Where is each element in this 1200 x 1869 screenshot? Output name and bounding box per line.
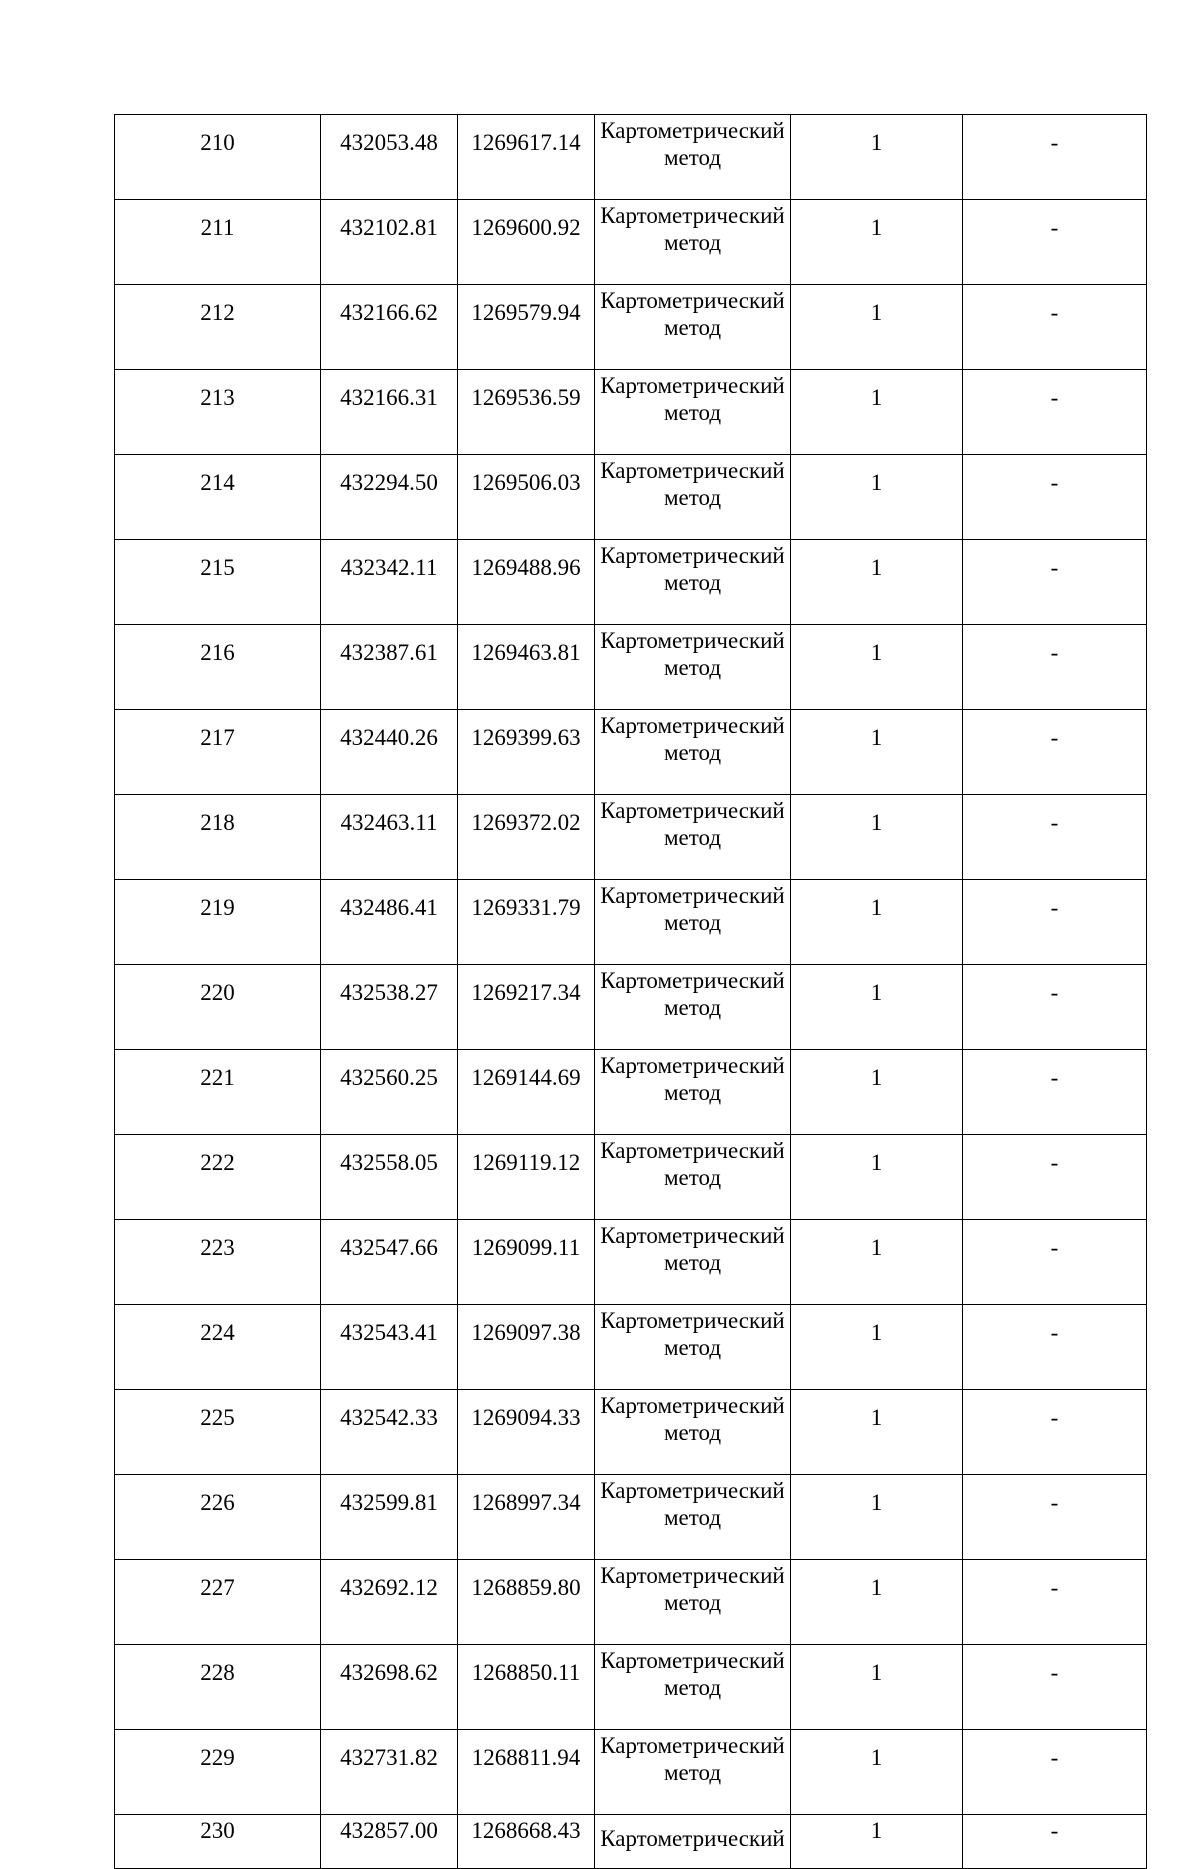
accuracy-cell: 1 (791, 285, 963, 370)
method-line-2: метод (663, 1505, 722, 1530)
method-cell (595, 965, 791, 1050)
method-cell (595, 1050, 791, 1135)
table-row (115, 200, 1147, 285)
method-line-2: метод (663, 400, 722, 425)
point-number-cell: 210 (115, 115, 321, 200)
method-line-2: метод (663, 740, 722, 765)
method-line-2: метод (663, 1335, 722, 1360)
accuracy-cell: 1 (791, 1475, 963, 1560)
point-number-cell: 220 (115, 965, 321, 1050)
x-coordinate-cell: 432440.26 (321, 710, 458, 795)
method-cell (595, 540, 791, 625)
method-cell (595, 1390, 791, 1475)
x-coordinate-cell: 432692.12 (321, 1560, 458, 1645)
table-row (115, 370, 1147, 455)
accuracy-cell: 1 (791, 200, 963, 285)
method-cell (595, 115, 791, 200)
x-coordinate-cell: 432102.81 (321, 200, 458, 285)
x-coordinate-cell: 432486.41 (321, 880, 458, 965)
note-cell: - (963, 540, 1147, 625)
note-cell: - (963, 1220, 1147, 1305)
method-cell (595, 1135, 791, 1220)
method-cell (595, 200, 791, 285)
point-number-cell: 228 (115, 1645, 321, 1730)
y-coordinate-cell: 1268859.80 (458, 1560, 595, 1645)
table-row (115, 965, 1147, 1050)
y-coordinate-cell: 1269506.03 (458, 455, 595, 540)
table-body (115, 115, 1147, 1869)
accuracy-cell: 1 (791, 880, 963, 965)
y-coordinate-cell: 1268811.94 (458, 1730, 595, 1815)
point-number-cell: 218 (115, 795, 321, 880)
method-line-2: метод (663, 1760, 722, 1785)
x-coordinate-cell: 432294.50 (321, 455, 458, 540)
method-line-1: Картометрический (600, 1308, 785, 1333)
accuracy-cell: 1 (791, 455, 963, 540)
point-number-cell: 227 (115, 1560, 321, 1645)
accuracy-cell: 1 (791, 710, 963, 795)
method-line-1: Картометрический (600, 798, 785, 823)
x-coordinate-cell: 432599.81 (321, 1475, 458, 1560)
note-cell: - (963, 200, 1147, 285)
table-row (115, 285, 1147, 370)
method-line-1: Картометрический (600, 373, 785, 398)
table-row (115, 115, 1147, 200)
point-number-cell: 219 (115, 880, 321, 965)
x-coordinate-cell: 432463.11 (321, 795, 458, 880)
method-cell (595, 880, 791, 965)
point-number-cell: 230 (115, 1815, 321, 1869)
x-coordinate-cell: 432731.82 (321, 1730, 458, 1815)
method-cell (595, 1815, 791, 1869)
y-coordinate-cell: 1268850.11 (458, 1645, 595, 1730)
table-row (115, 710, 1147, 795)
method-line-2: метод (663, 655, 722, 680)
table-row (115, 540, 1147, 625)
y-coordinate-cell: 1268668.43 (458, 1815, 595, 1869)
method-line-1: Картометрический (600, 883, 785, 908)
method-cell (595, 625, 791, 710)
table-row-partial (115, 1815, 1147, 1869)
table-row (115, 1050, 1147, 1135)
table-row (115, 625, 1147, 710)
method-line-2: метод (663, 230, 722, 255)
method-line-1: Картометрический (600, 1563, 785, 1588)
coordinates-table (114, 114, 1147, 1869)
table-row (115, 1220, 1147, 1305)
method-line-1: Картометрический (600, 118, 785, 143)
method-line-2: метод (663, 315, 722, 340)
point-number-cell: 225 (115, 1390, 321, 1475)
point-number-cell: 212 (115, 285, 321, 370)
accuracy-cell: 1 (791, 1390, 963, 1475)
y-coordinate-cell: 1269488.96 (458, 540, 595, 625)
accuracy-cell: 1 (791, 1305, 963, 1390)
method-line-1: Картометрический (600, 1733, 785, 1758)
note-cell: - (963, 455, 1147, 540)
x-coordinate-cell: 432542.33 (321, 1390, 458, 1475)
point-number-cell: 214 (115, 455, 321, 540)
x-coordinate-cell: 432387.61 (321, 625, 458, 710)
note-cell: - (963, 1815, 1147, 1869)
note-cell: - (963, 1730, 1147, 1815)
method-line-1: Картометрический (600, 543, 785, 568)
point-number-cell: 221 (115, 1050, 321, 1135)
point-number-cell: 223 (115, 1220, 321, 1305)
table-row (115, 455, 1147, 540)
y-coordinate-cell: 1269399.63 (458, 710, 595, 795)
table-row (115, 1560, 1147, 1645)
note-cell: - (963, 795, 1147, 880)
accuracy-cell: 1 (791, 1645, 963, 1730)
note-cell: - (963, 1560, 1147, 1645)
note-cell: - (963, 965, 1147, 1050)
method-cell (595, 285, 791, 370)
method-cell (595, 710, 791, 795)
x-coordinate-cell: 432543.41 (321, 1305, 458, 1390)
x-coordinate-cell: 432166.62 (321, 285, 458, 370)
x-coordinate-cell: 432342.11 (321, 540, 458, 625)
note-cell: - (963, 1475, 1147, 1560)
method-line-1: Картометрический (600, 1648, 785, 1673)
point-number-cell: 213 (115, 370, 321, 455)
method-line-2: метод (663, 1080, 722, 1105)
accuracy-cell: 1 (791, 115, 963, 200)
accuracy-cell: 1 (791, 795, 963, 880)
y-coordinate-cell: 1269536.59 (458, 370, 595, 455)
accuracy-cell: 1 (791, 1815, 963, 1869)
method-line-2: метод (663, 485, 722, 510)
x-coordinate-cell: 432547.66 (321, 1220, 458, 1305)
note-cell: - (963, 1645, 1147, 1730)
point-number-cell: 224 (115, 1305, 321, 1390)
y-coordinate-cell: 1269372.02 (458, 795, 595, 880)
table-row (115, 880, 1147, 965)
x-coordinate-cell: 432166.31 (321, 370, 458, 455)
method-line-2: метод (663, 1250, 722, 1275)
method-line-1: Картометрический (600, 1826, 785, 1851)
y-coordinate-cell: 1269097.38 (458, 1305, 595, 1390)
method-line-2: метод (663, 145, 722, 170)
table-row (115, 1135, 1147, 1220)
method-line-1: Картометрический (600, 1138, 785, 1163)
method-line-2: метод (663, 570, 722, 595)
method-line-2: метод (663, 1165, 722, 1190)
x-coordinate-cell: 432857.00 (321, 1815, 458, 1869)
point-number-cell: 215 (115, 540, 321, 625)
y-coordinate-cell: 1269617.14 (458, 115, 595, 200)
y-coordinate-cell: 1269579.94 (458, 285, 595, 370)
method-line-2: метод (663, 1420, 722, 1445)
method-cell (595, 795, 791, 880)
note-cell: - (963, 710, 1147, 795)
y-coordinate-cell: 1269144.69 (458, 1050, 595, 1135)
note-cell: - (963, 625, 1147, 710)
x-coordinate-cell: 432560.25 (321, 1050, 458, 1135)
accuracy-cell: 1 (791, 540, 963, 625)
note-cell: - (963, 1050, 1147, 1135)
accuracy-cell: 1 (791, 1560, 963, 1645)
point-number-cell: 216 (115, 625, 321, 710)
method-line-2: метод (663, 910, 722, 935)
y-coordinate-cell: 1269099.11 (458, 1220, 595, 1305)
method-line-2: метод (663, 1590, 722, 1615)
accuracy-cell: 1 (791, 1050, 963, 1135)
note-cell: - (963, 115, 1147, 200)
table-row (115, 1645, 1147, 1730)
x-coordinate-cell: 432558.05 (321, 1135, 458, 1220)
y-coordinate-cell: 1269463.81 (458, 625, 595, 710)
x-coordinate-cell: 432698.62 (321, 1645, 458, 1730)
method-line-2: метод (663, 995, 722, 1020)
note-cell: - (963, 1135, 1147, 1220)
method-cell (595, 455, 791, 540)
method-line-1: Картометрический (600, 1393, 785, 1418)
method-line-2: метод (663, 825, 722, 850)
point-number-cell: 211 (115, 200, 321, 285)
table-row (115, 795, 1147, 880)
point-number-cell: 222 (115, 1135, 321, 1220)
table-row (115, 1475, 1147, 1560)
method-line-1: Картометрический (600, 968, 785, 993)
accuracy-cell: 1 (791, 625, 963, 710)
method-cell (595, 1560, 791, 1645)
method-line-1: Картометрический (600, 1053, 785, 1078)
note-cell: - (963, 370, 1147, 455)
y-coordinate-cell: 1268997.34 (458, 1475, 595, 1560)
table-row (115, 1390, 1147, 1475)
method-line-1: Картометрический (600, 203, 785, 228)
method-cell (595, 370, 791, 455)
method-line-2: метод (663, 1675, 722, 1700)
table-row (115, 1305, 1147, 1390)
note-cell: - (963, 880, 1147, 965)
method-line-1: Картометрический (600, 458, 785, 483)
method-line-1: Картометрический (600, 288, 785, 313)
method-cell (595, 1305, 791, 1390)
y-coordinate-cell: 1269331.79 (458, 880, 595, 965)
method-cell (595, 1220, 791, 1305)
y-coordinate-cell: 1269094.33 (458, 1390, 595, 1475)
accuracy-cell: 1 (791, 965, 963, 1050)
table-row (115, 1730, 1147, 1815)
note-cell: - (963, 1390, 1147, 1475)
method-line-1: Картометрический (600, 1223, 785, 1248)
method-cell (595, 1645, 791, 1730)
method-cell (595, 1730, 791, 1815)
x-coordinate-cell: 432538.27 (321, 965, 458, 1050)
accuracy-cell: 1 (791, 1135, 963, 1220)
y-coordinate-cell: 1269119.12 (458, 1135, 595, 1220)
note-cell: - (963, 285, 1147, 370)
point-number-cell: 226 (115, 1475, 321, 1560)
note-cell: - (963, 1305, 1147, 1390)
accuracy-cell: 1 (791, 1730, 963, 1815)
x-coordinate-cell: 432053.48 (321, 115, 458, 200)
method-cell (595, 1475, 791, 1560)
y-coordinate-cell: 1269217.34 (458, 965, 595, 1050)
method-line-1: Картометрический (600, 1478, 785, 1503)
point-number-cell: 229 (115, 1730, 321, 1815)
accuracy-cell: 1 (791, 1220, 963, 1305)
method-line-1: Картометрический (600, 628, 785, 653)
point-number-cell: 217 (115, 710, 321, 795)
method-line-1: Картометрический (600, 713, 785, 738)
accuracy-cell: 1 (791, 370, 963, 455)
y-coordinate-cell: 1269600.92 (458, 200, 595, 285)
